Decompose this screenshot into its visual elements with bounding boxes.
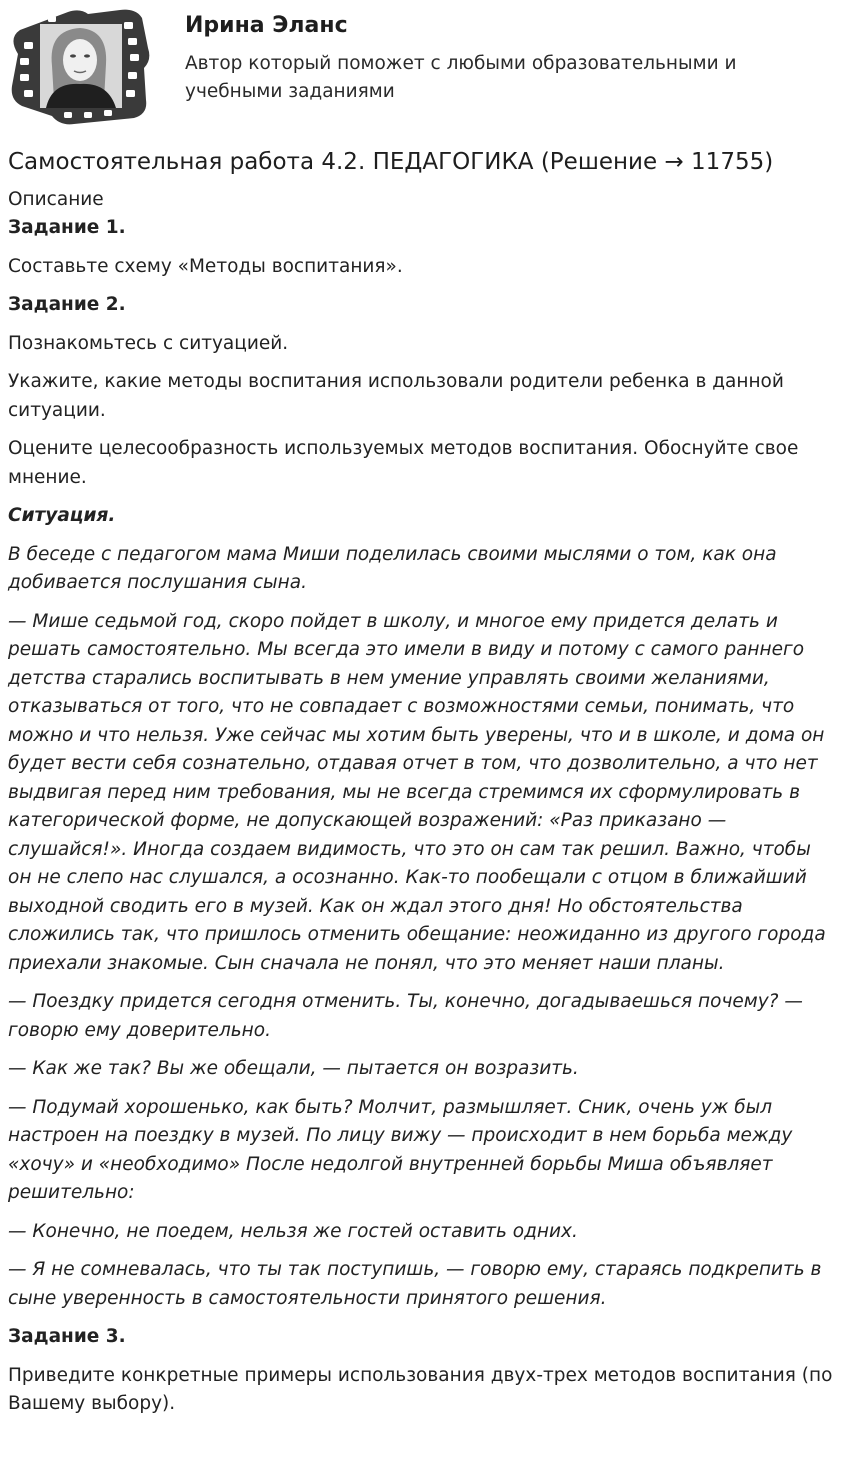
- task2-heading: Задание 2.: [8, 294, 126, 315]
- task1-heading: Задание 1.: [8, 217, 126, 238]
- task2-paragraph-2: Укажите, какие методы воспитания использовали родители ребенка в данной ситуации.: [8, 371, 784, 421]
- author-header: [0, 0, 847, 140]
- author-avatar: [8, 8, 150, 126]
- situation-paragraph: — Мише седьмой год, скоро пойдет в школу, и многое ему придется делать и решать самостоятельно. Мы всегда это имели в виду и потому с самого раннего детства старались воспитывать в нем умение управлять своими желаниями, отказываться от того, что не совпадает с возможностями семьи, понимать, что можно и что нельзя. Уже сейчас мы хотим быть уверены, что и в школе, и дома он будет вести себя сознательно, отдавая отчет в том, что дозволительно, а что нет выдвигая перед ним требования, мы не всегда стремимся их сформулировать в категорической форме, не допускающей возражений: «Раз приказано — слушайся!». Иногда создаем видимость, что это он сам так решил. Важно, чтобы он не слепо нас слушался, а осознанно. Как-то пообещали с отцом в ближайший выходной сводить его в музей. Как он ждал этого дня! Но обстоятельства сложились так, что пришлось отменить обещание: неожиданно из другого города приехали знакомые. Сын сначала не понял, что это меняет наши планы.: [8, 610, 826, 974]
- task2-paragraph-3: Оцените целесообразность используемых методов воспитания. Обоснуйте свое мнение.: [8, 438, 799, 488]
- situation-paragraph: — Как же так? Вы же обещали, — пытается он возразить.: [8, 1058, 579, 1079]
- author-description: Автор который поможет с любыми образовательными и учебными заданиями: [185, 53, 737, 102]
- task2-paragraph-1: Познакомьтесь с ситуацией.: [8, 332, 289, 354]
- situation-heading: Ситуация.: [8, 505, 116, 526]
- task3-text: Приведите конкретные примеры использования двух-трех методов воспитания (по Вашему выбору).: [8, 1364, 833, 1414]
- task3-heading: Задание 3.: [8, 1326, 126, 1347]
- situation-paragraph: — Подумай хорошенько, как быть? Молчит, размышляет. Сник, очень уж был настроен на поездку в музей. По лицу вижу — происходит в нем борьба между «хочу» и «необходимо» После недолгой внутренней борьбы Миша объявляет решительно:: [8, 1096, 793, 1203]
- task1-text: Составьте схему «Методы воспитания».: [8, 255, 403, 277]
- page-title: Самостоятельная работа 4.2. ПЕДАГОГИКА (Решение → 11755): [8, 149, 774, 175]
- situation-paragraph: В беседе с педагогом мама Миши поделилась своими мыслями о том, как она добивается послушания сына.: [8, 543, 777, 593]
- document-body: [8, 146, 838, 1429]
- description-label: Описание: [8, 189, 104, 210]
- situation-paragraph: — Конечно, не поедем, нельзя же гостей оставить одних.: [8, 1220, 578, 1242]
- situation-paragraph: — Я не сомневалась, что ты так поступишь, — говорю ему, стараясь подкрепить в сыне уверенность в самостоятельности принятого решения.: [8, 1259, 822, 1309]
- author-name: Ирина Эланс: [185, 13, 348, 38]
- situation-paragraph: — Поездку придется сегодня отменить. Ты, конечно, догадываешься почему? — говорю ему доверительно.: [8, 991, 803, 1041]
